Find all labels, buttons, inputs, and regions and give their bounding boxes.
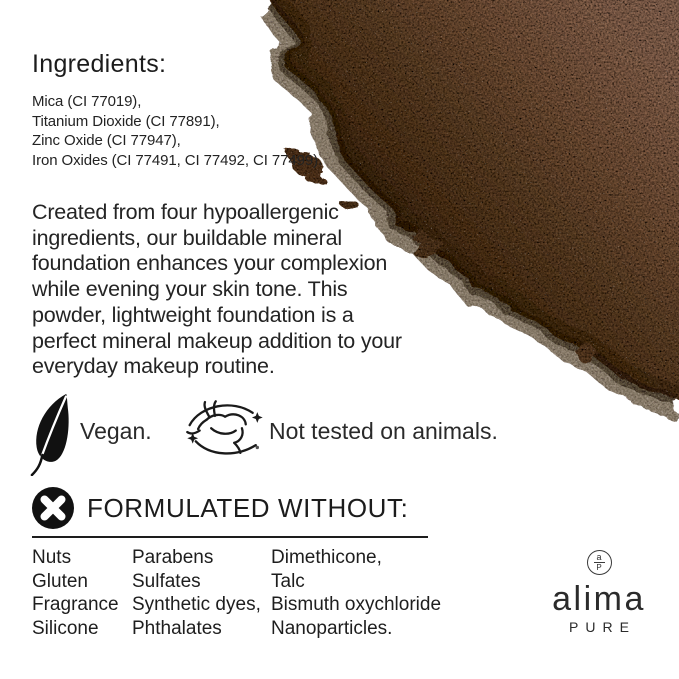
ingredient-line: Zinc Oxide (CI 77947), <box>32 132 181 149</box>
fw-item: Nanoparticles. <box>271 617 393 639</box>
description-line: foundation enhances your complexion <box>32 251 388 276</box>
ingredients-section <box>32 50 322 170</box>
description-line: perfect mineral makeup addition to your <box>32 328 402 353</box>
brand-monogram-icon <box>587 550 612 575</box>
section-divider <box>32 536 428 538</box>
leaping-bunny-icon <box>186 399 264 459</box>
description-line: while evening your skin tone. This <box>32 277 348 302</box>
fw-item: Synthetic dyes, <box>132 594 261 616</box>
brand-name: alima <box>552 580 646 618</box>
fw-item: Bismuth oxychloride <box>271 594 442 616</box>
fw-item: Talc <box>271 570 305 592</box>
fw-item: Sulfates <box>132 570 201 592</box>
formulated-without-list <box>32 546 441 640</box>
monogram-bottom-letter: P <box>596 563 602 572</box>
fw-column <box>132 546 271 640</box>
formulated-without-header <box>31 486 408 530</box>
leaf-icon <box>30 392 72 476</box>
ingredient-line: Iron Oxides (CI 77491, CI 77492, CI 77499). <box>32 151 323 169</box>
brand-tagline: PURE <box>569 619 636 635</box>
description-line: Created from four hypoallergenic <box>32 200 339 224</box>
description-line: ingredients, our buildable mineral <box>32 225 342 250</box>
description-line: powder, lightweight foundation is a <box>32 302 354 327</box>
fw-item: Gluten <box>32 570 88 592</box>
description-line: everyday makeup routine. <box>32 354 275 379</box>
fw-item: Dimethicone, <box>271 547 382 568</box>
fw-item: Fragrance <box>32 594 119 616</box>
fw-column <box>271 546 441 640</box>
ingredient-line: Titanium Dioxide (CI 77891), <box>32 112 220 130</box>
not-tested-label: Not tested on animals. <box>269 418 498 444</box>
formulated-without-heading: FORMULATED WITHOUT: <box>87 492 409 523</box>
ingredients-heading: Ingredients: <box>32 50 167 78</box>
ingredient-line: Mica (CI 77019), <box>32 93 142 110</box>
crossed-circle-icon <box>31 486 75 530</box>
fw-item: Silicone <box>32 617 99 639</box>
fw-item: Phthalates <box>132 617 222 639</box>
fw-item: Nuts <box>32 547 72 568</box>
product-description <box>32 200 402 380</box>
fw-column <box>32 546 132 640</box>
fw-item: Parabens <box>132 547 214 568</box>
vegan-label: Vegan. <box>80 418 152 444</box>
brand-logo <box>538 550 660 635</box>
monogram-top-letter: a <box>596 552 602 562</box>
